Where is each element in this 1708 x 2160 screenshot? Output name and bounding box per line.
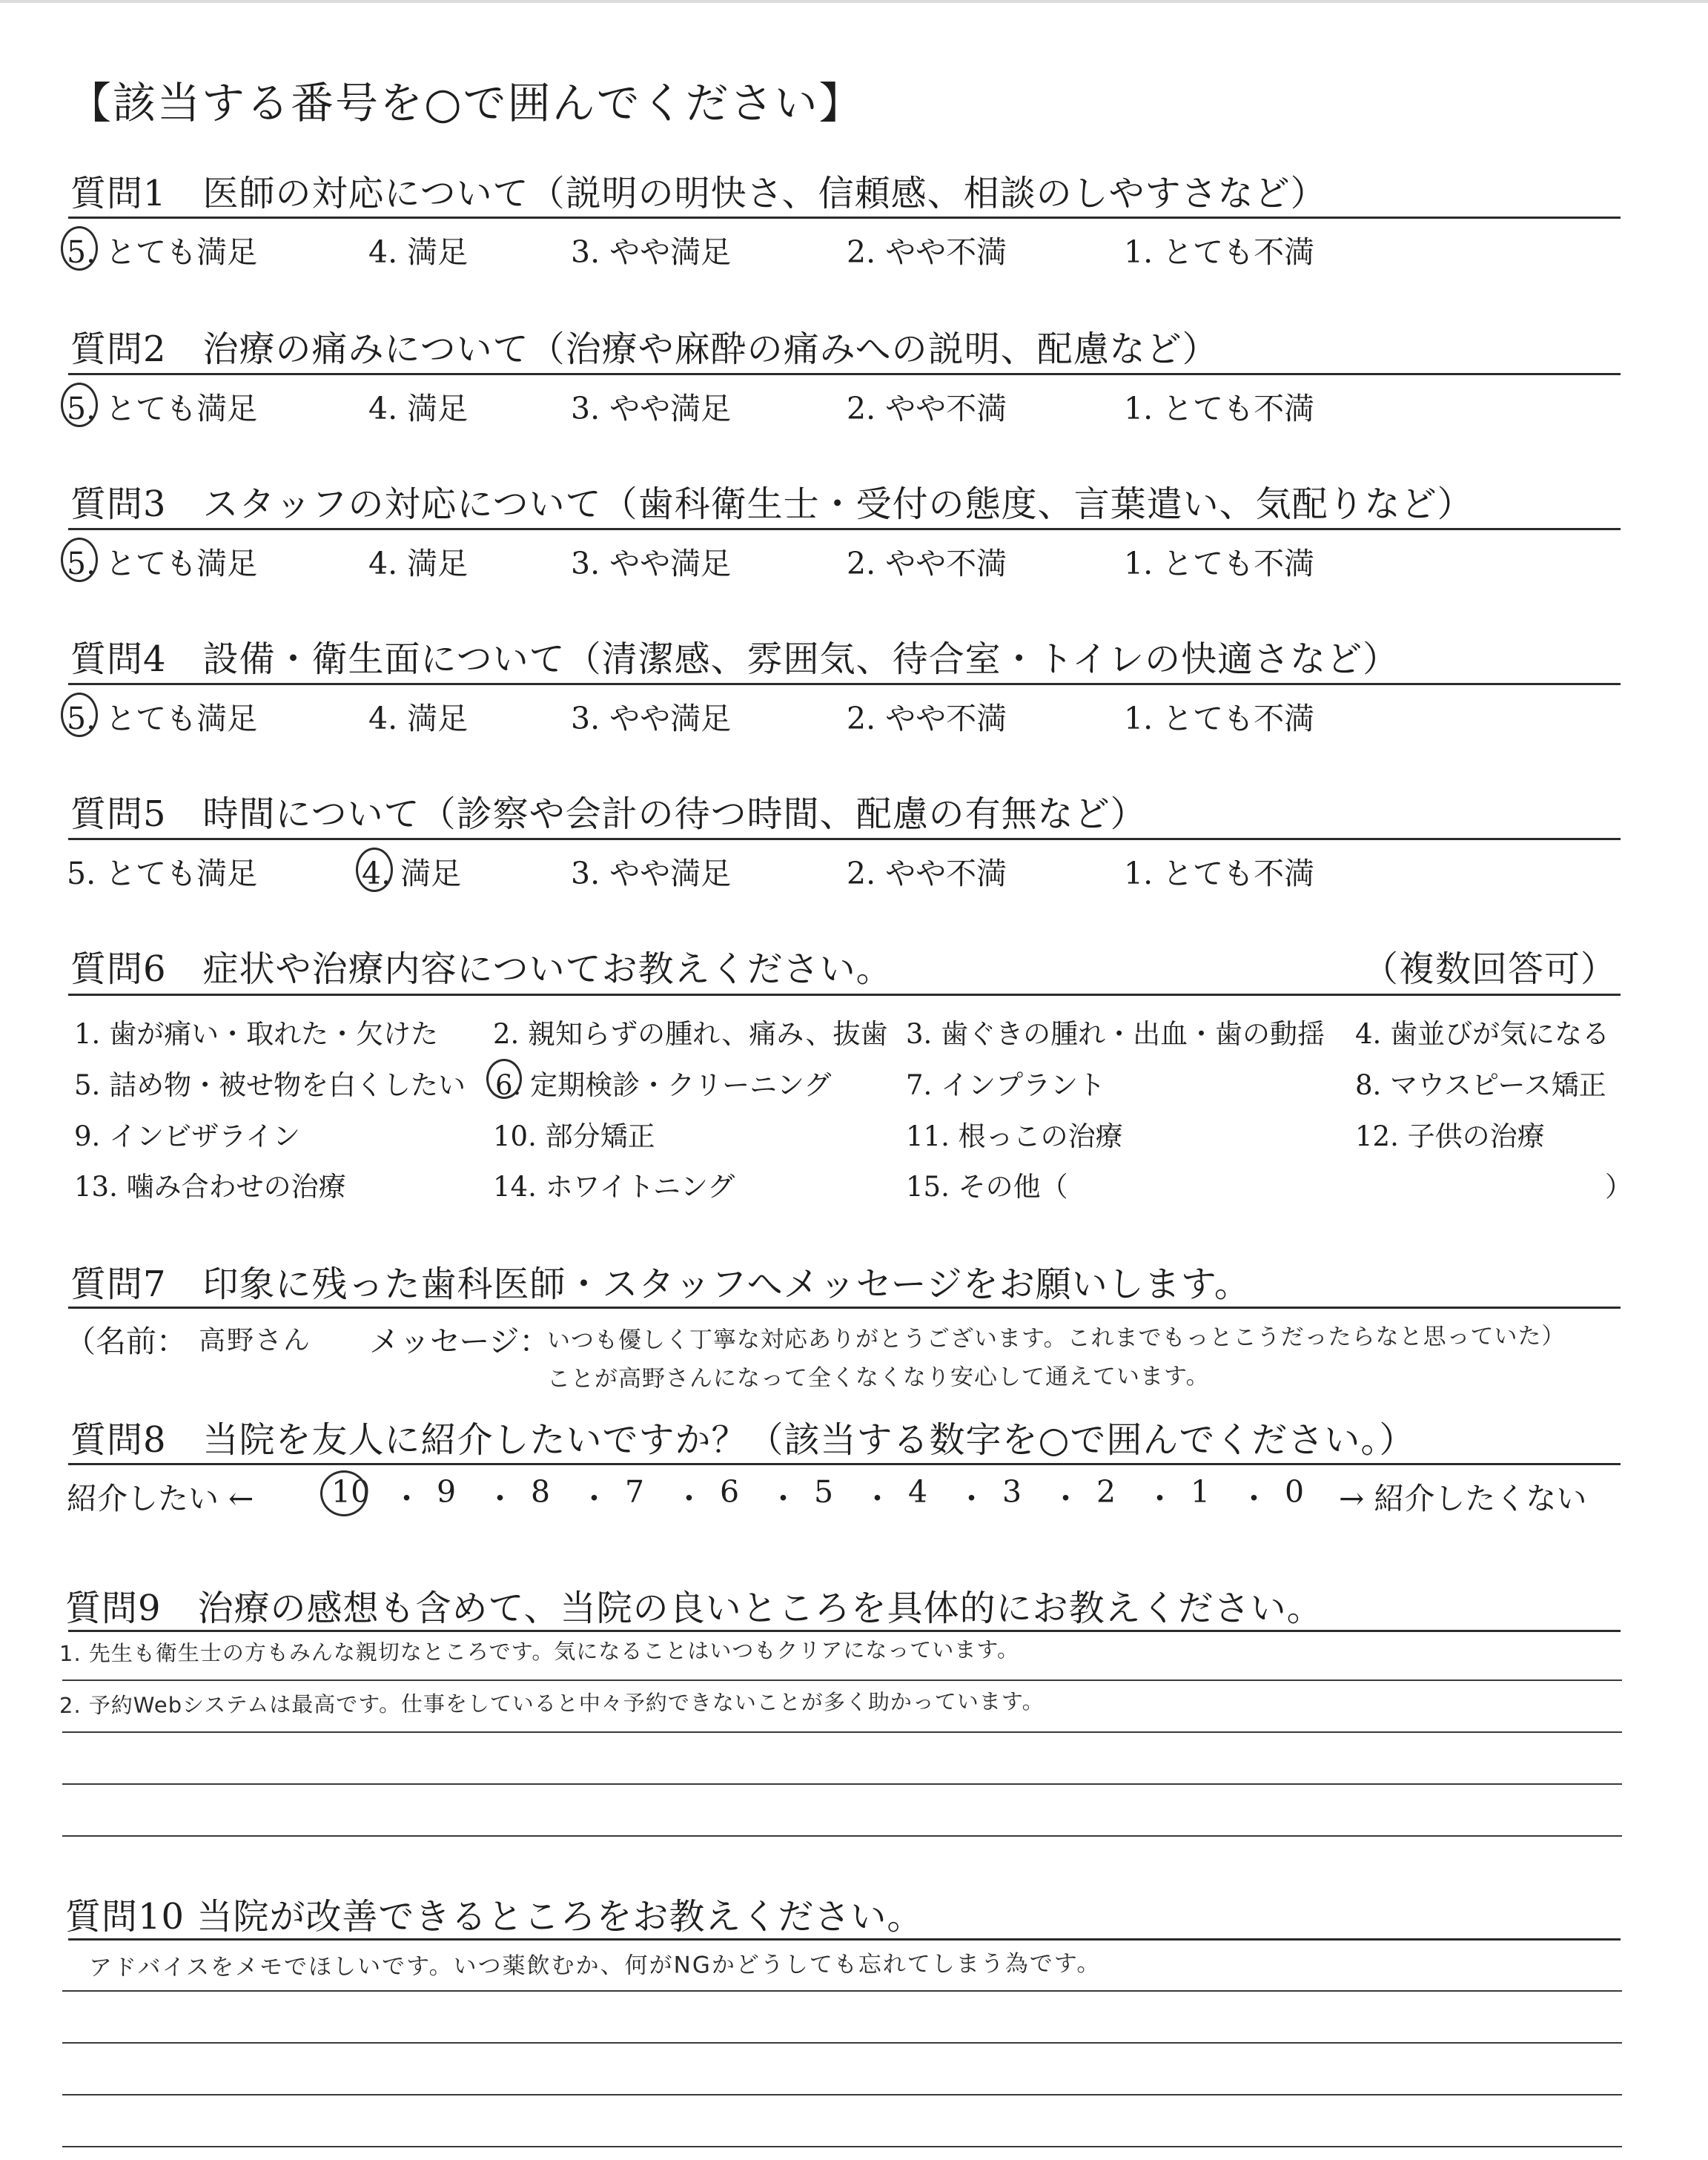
q6-item-1[interactable]: 1. 歯が痛い・取れた・欠けた (74, 1018, 439, 1050)
question-7-title: 質問7 印象に残った歯科医師・スタッフへメッセージをお願いします。 (70, 1264, 1251, 1305)
q1-option-3[interactable]: 3. やや満足 (571, 234, 732, 270)
scale-10[interactable]: 10 (331, 1474, 371, 1510)
q2-option-2[interactable]: 2. やや不満 (847, 391, 1007, 426)
q6-item-6[interactable]: 6. 定期検診・クリーニング (495, 1069, 832, 1101)
q3-option-1[interactable]: 1. とても不満 (1124, 546, 1315, 581)
q5-option-1[interactable]: 1. とても不満 (1124, 856, 1315, 891)
q6-item-11[interactable]: 11. 根っこの治療 (906, 1120, 1123, 1152)
q4-option-1[interactable]: 1. とても不満 (1124, 701, 1315, 736)
write-line (62, 2094, 1622, 2095)
scale-sep: ・ (1239, 1481, 1269, 1516)
write-line (62, 1680, 1622, 1681)
scale-7[interactable]: 7 (625, 1474, 645, 1510)
q4-option-3[interactable]: 3. やや満足 (571, 701, 732, 736)
rule (68, 1463, 1621, 1465)
q6-item-13[interactable]: 13. 噛み合わせの治療 (74, 1171, 346, 1203)
scale-3[interactable]: 3 (1002, 1474, 1022, 1510)
q3-option-5[interactable]: 5. とても満足 (67, 546, 258, 581)
scale-6[interactable]: 6 (720, 1474, 740, 1510)
q5-option-2[interactable]: 2. やや不満 (847, 856, 1007, 891)
question-1-title: 質問1 医師の対応について（説明の明快さ、信頼感、相談のしやすさなど） (70, 173, 1327, 214)
scale-4[interactable]: 4 (908, 1474, 928, 1510)
answer-circle (61, 226, 98, 271)
rule (68, 528, 1621, 530)
q2-option-3[interactable]: 3. やや満足 (571, 391, 732, 426)
form-header: 【該当する番号を○で囲んでください】 (68, 78, 864, 128)
scale-sep: ・ (391, 1481, 422, 1516)
q5-option-4[interactable]: 4. 満足 (362, 856, 462, 891)
answer-circle (61, 538, 98, 582)
q6-item-3[interactable]: 3. 歯ぐきの腫れ・出血・歯の動揺 (906, 1018, 1325, 1050)
q4-option-4[interactable]: 4. 満足 (368, 701, 469, 736)
q3-option-4[interactable]: 4. 満足 (368, 546, 469, 581)
scale-sep: ・ (674, 1481, 704, 1516)
answer-circle (320, 1470, 371, 1516)
rule (68, 994, 1621, 996)
rule (68, 683, 1621, 685)
q6-item-8[interactable]: 8. マウスピース矯正 (1355, 1069, 1606, 1101)
scale-9[interactable]: 9 (437, 1474, 457, 1510)
q9-answer-line-2[interactable]: 2. 予約Webシステムは最高です。仕事をしていると中々予約できないことが多く助かっています。 (59, 1688, 1045, 1718)
q10-answer[interactable]: アドバイスをメモでほしいです。いつ薬飲むか、何がNGかどうしても忘れてしまう為です。 (88, 1950, 1102, 1981)
q5-option-5[interactable]: 5. とても満足 (67, 856, 258, 891)
answer-circle (61, 693, 98, 737)
scale-sep: ・ (1050, 1481, 1081, 1516)
question-5-title: 質問5 時間について（診察や会計の待つ時間、配慮の有無など） (70, 793, 1147, 835)
q2-option-4[interactable]: 4. 満足 (368, 391, 469, 426)
scale-2[interactable]: 2 (1096, 1474, 1116, 1510)
q6-item-10[interactable]: 10. 部分矯正 (493, 1120, 655, 1152)
q6-item-15[interactable]: 15. その他（ (906, 1171, 1068, 1203)
scale-sep: ・ (768, 1481, 798, 1516)
q6-item-4[interactable]: 4. 歯並びが気になる (1355, 1018, 1610, 1050)
write-line (62, 1731, 1622, 1733)
staff-name-handwritten[interactable]: 高野さん (198, 1325, 312, 1356)
q6-item-5[interactable]: 5. 詰め物・被せ物を白くしたい (74, 1069, 466, 1101)
name-label: （名前： (65, 1324, 187, 1359)
question-2-title: 質問2 治療の痛みについて（治療や麻酔の痛みへの説明、配慮など） (70, 328, 1219, 370)
scale-sep: ・ (956, 1481, 987, 1516)
question-9-title: 質問9 治療の感想も含めて、当院の良いところを具体的にお教えください。 (65, 1588, 1323, 1629)
question-4-title: 質問4 設備・衛生面について（清潔感、雰囲気、待合室・トイレの快適さなど） (70, 638, 1400, 680)
scale-sep: ・ (485, 1481, 515, 1516)
write-line (62, 2042, 1622, 2044)
write-line (62, 1783, 1622, 1785)
q6-item-2[interactable]: 2. 親知らずの腫れ、痛み、抜歯 (493, 1018, 888, 1050)
multi-answer-note: （複数回答可） (1363, 948, 1618, 990)
answer-circle (61, 383, 98, 427)
q3-option-2[interactable]: 2. やや不満 (847, 546, 1007, 581)
q6-item-7[interactable]: 7. インプラント (906, 1069, 1106, 1101)
q9-answer-line-1[interactable]: 1. 先生も衛生士の方もみんな親切なところです。気になることはいつもクリアになっています。 (59, 1636, 1020, 1666)
rule (68, 1307, 1621, 1309)
write-line (62, 1835, 1622, 1837)
answer-circle (356, 848, 393, 892)
q1-option-1[interactable]: 1. とても不満 (1124, 234, 1315, 270)
scale-5[interactable]: 5 (814, 1474, 834, 1510)
q1-option-2[interactable]: 2. やや不満 (847, 234, 1007, 270)
rule (68, 1938, 1621, 1941)
q1-option-5[interactable]: 5. とても満足 (67, 234, 258, 270)
q6-item-14[interactable]: 14. ホワイトニング (493, 1171, 735, 1203)
write-line (62, 1990, 1622, 1992)
q2-option-1[interactable]: 1. とても不満 (1124, 391, 1315, 426)
rule (68, 838, 1621, 840)
scale-8[interactable]: 8 (531, 1474, 551, 1510)
q6-item-12[interactable]: 12. 子供の治療 (1355, 1120, 1545, 1152)
q4-option-5[interactable]: 5. とても満足 (67, 701, 258, 736)
scale-sep: ・ (862, 1481, 893, 1516)
q3-option-3[interactable]: 3. やや満足 (571, 546, 732, 581)
message-line-1[interactable]: いつも優しく丁寧な対応ありがとうございます。これまでもっとこうだったらなと思っていた） (546, 1323, 1566, 1354)
scale-sep: ・ (579, 1481, 609, 1516)
q1-option-4[interactable]: 4. 満足 (368, 234, 469, 270)
scale-sep: ・ (1145, 1481, 1175, 1516)
scan-edge (0, 0, 1708, 3)
rule (68, 373, 1621, 375)
rule (68, 217, 1621, 219)
question-6-title: 質問6 症状や治療内容についてお教えください。 (70, 948, 893, 990)
q6-item-9[interactable]: 9. インビザライン (74, 1120, 300, 1152)
answer-circle (486, 1059, 522, 1099)
write-line (62, 2146, 1622, 2147)
message-line-2[interactable]: ことが高野さんになって全くなくなり安心して通えています。 (546, 1363, 1210, 1393)
rule (68, 1630, 1621, 1632)
question-3-title: 質問3 スタッフの対応について（歯科衛生士・受付の態度、言葉遣い、気配りなど） (70, 483, 1474, 525)
recommend-right-label: → 紹介したくない (1339, 1481, 1587, 1516)
q6-other-close-paren: ） (1605, 1171, 1632, 1203)
q4-option-2[interactable]: 2. やや不満 (847, 701, 1007, 736)
message-label: メッセージ： (369, 1324, 550, 1359)
question-8-title: 質問8 当院を友人に紹介したいですか？（該当する数字を○で囲んでください。） (70, 1419, 1416, 1461)
question-10-title: 質問10 当院が改善できるところをお教えください。 (65, 1896, 924, 1938)
scale-1[interactable]: 1 (1191, 1474, 1211, 1510)
q2-option-5[interactable]: 5. とても満足 (67, 391, 258, 426)
q5-option-3[interactable]: 3. やや満足 (571, 856, 732, 891)
recommend-left-label: 紹介したい ← (67, 1481, 254, 1516)
scale-0[interactable]: 0 (1285, 1474, 1305, 1510)
